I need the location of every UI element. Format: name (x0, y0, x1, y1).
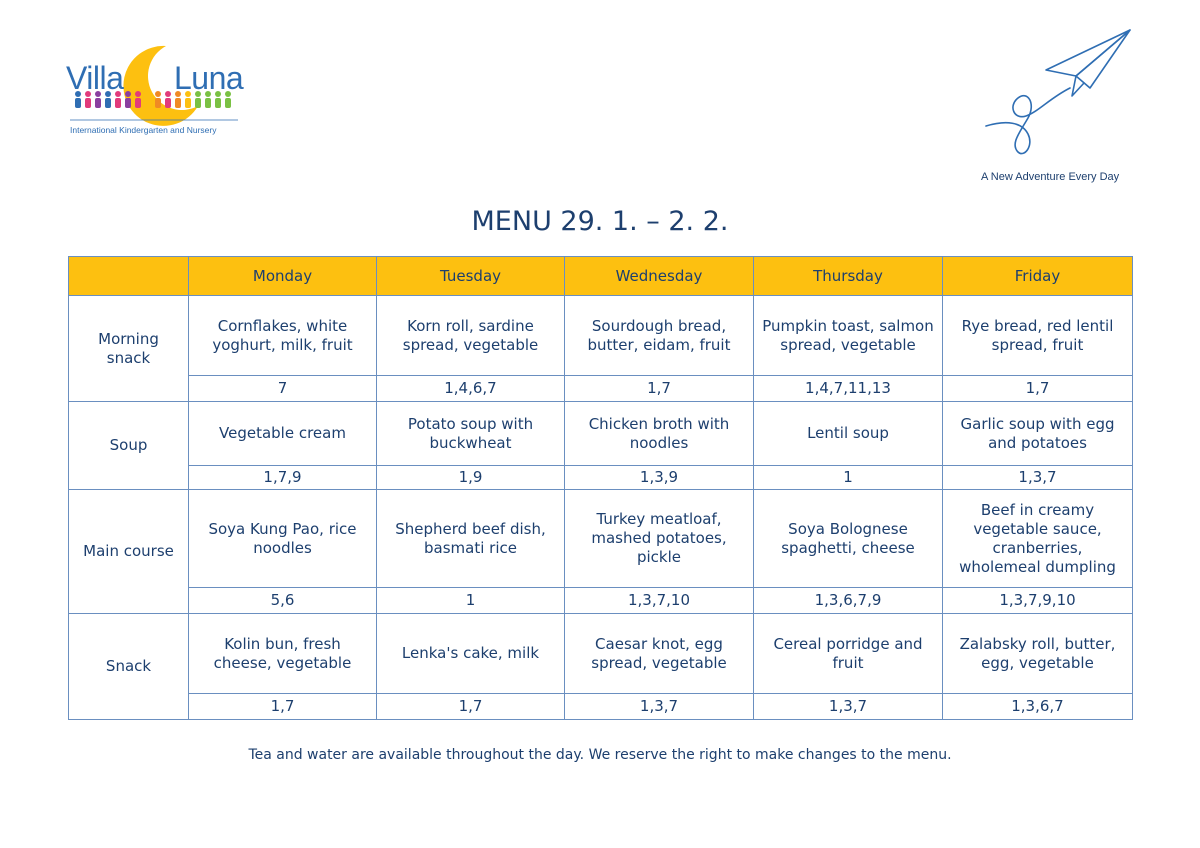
row-label-snack: Snack (69, 614, 189, 720)
table-row (69, 490, 1133, 588)
meal-cell: Kolin bun, fresh cheese, vegetable (189, 614, 377, 694)
meal-cell: Caesar knot, egg spread, vegetable (565, 614, 754, 694)
header-monday: Monday (189, 257, 377, 296)
meal-cell: Lentil soup (754, 402, 943, 466)
logo-subtitle: International Kindergarten and Nursery (70, 125, 217, 135)
meal-cell: Zalabsky roll, butter, egg, vegetable (943, 614, 1133, 694)
allergen-cell: 5,6 (189, 588, 377, 614)
header-friday: Friday (943, 257, 1133, 296)
table-row (69, 402, 1133, 466)
meal-cell: Turkey meatloaf, mashed potatoes, pickle (565, 490, 754, 588)
allergen-cell: 1,3,6,7 (943, 694, 1133, 720)
meal-cell: Rye bread, red lentil spread, fruit (943, 296, 1133, 376)
allergen-cell: 1,3,7,10 (565, 588, 754, 614)
meal-cell: Shepherd beef dish, basmati rice (377, 490, 565, 588)
paper-plane-icon (980, 26, 1140, 161)
allergen-cell: 7 (189, 376, 377, 402)
row-label-soup: Soup (69, 402, 189, 490)
meal-cell: Soya Bolognese spaghetti, cheese (754, 490, 943, 588)
allergen-cell: 1,3,6,7,9 (754, 588, 943, 614)
allergen-cell: 1,7 (189, 694, 377, 720)
meal-cell: Pumpkin toast, salmon spread, vegetable (754, 296, 943, 376)
meal-cell: Garlic soup with egg and potatoes (943, 402, 1133, 466)
allergen-cell: 1,3,9 (565, 466, 754, 490)
header-corner (69, 257, 189, 296)
meal-cell: Lenka's cake, milk (377, 614, 565, 694)
logo-text-villa: Villa (66, 60, 124, 96)
meal-cell: Korn roll, sardine spread, vegetable (377, 296, 565, 376)
logo (66, 44, 246, 140)
allergen-cell: 1 (754, 466, 943, 490)
logo-text-luna: Luna (174, 60, 244, 96)
header-thursday: Thursday (754, 257, 943, 296)
meal-cell: Sourdough bread, butter, eidam, fruit (565, 296, 754, 376)
allergen-row (69, 694, 1133, 720)
meal-cell: Chicken broth with noodles (565, 402, 754, 466)
row-label-main-course: Main course (69, 490, 189, 614)
tagline: A New Adventure Every Day (981, 171, 1120, 183)
meal-cell: Cereal porridge and fruit (754, 614, 943, 694)
allergen-cell: 1 (377, 588, 565, 614)
allergen-cell: 1,4,6,7 (377, 376, 565, 402)
allergen-cell: 1,3,7 (565, 694, 754, 720)
menu-table (68, 256, 1133, 720)
table-row (69, 296, 1133, 376)
footer-note: Tea and water are available throughout the day. We reserve the right to make changes to the menu. (248, 747, 952, 763)
allergen-cell: 1,3,7 (754, 694, 943, 720)
allergen-cell: 1,4,7,11,13 (754, 376, 943, 402)
allergen-cell: 1,7,9 (189, 466, 377, 490)
meal-cell: Potato soup with buckwheat (377, 402, 565, 466)
allergen-cell: 1,7 (377, 694, 565, 720)
allergen-cell: 1,3,7,9,10 (943, 588, 1133, 614)
header-wednesday: Wednesday (565, 257, 754, 296)
allergen-cell: 1,7 (943, 376, 1133, 402)
allergen-cell: 1,7 (565, 376, 754, 402)
table-row (69, 614, 1133, 694)
allergen-cell: 1,3,7 (943, 466, 1133, 490)
page-title: MENU 29. 1. – 2. 2. (471, 206, 729, 237)
table-header-row (69, 257, 1133, 296)
meal-cell: Cornflakes, white yoghurt, milk, fruit (189, 296, 377, 376)
meal-cell: Vegetable cream (189, 402, 377, 466)
allergen-row (69, 466, 1133, 490)
header-tuesday: Tuesday (377, 257, 565, 296)
row-label-morning-snack: Morning snack (69, 296, 189, 402)
allergen-cell: 1,9 (377, 466, 565, 490)
meal-cell: Soya Kung Pao, rice noodles (189, 490, 377, 588)
allergen-row (69, 376, 1133, 402)
allergen-row (69, 588, 1133, 614)
meal-cell: Beef in creamy vegetable sauce, cranberries, wholemeal dumpling (943, 490, 1133, 588)
